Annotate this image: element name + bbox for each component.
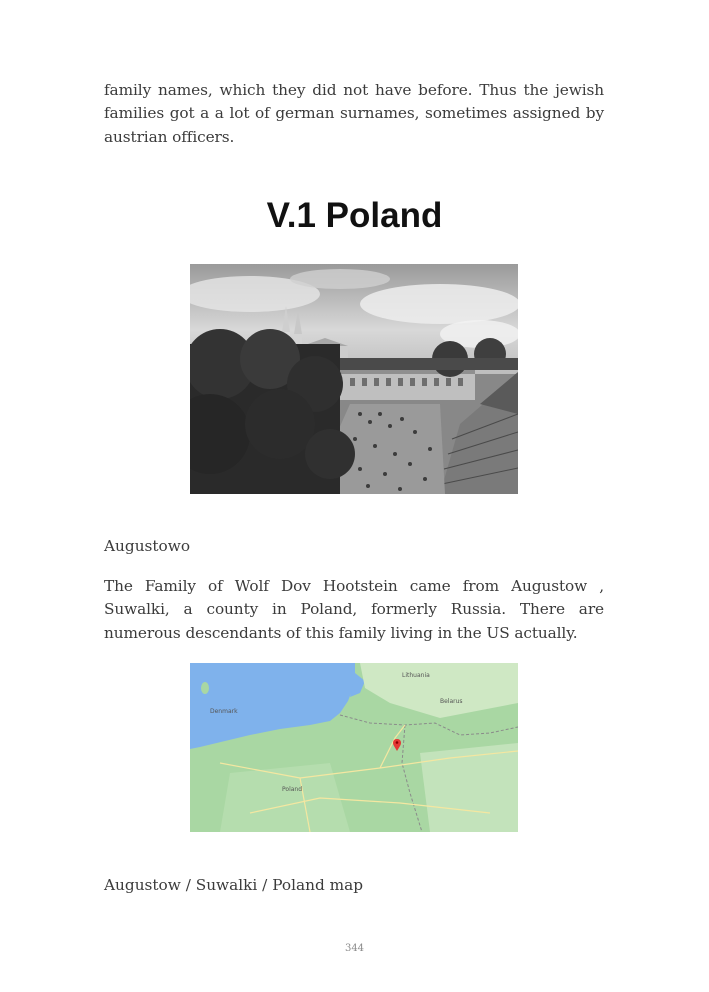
svg-text:Belarus: Belarus (440, 698, 463, 705)
svg-text:Denmark: Denmark (210, 708, 238, 715)
poland-map (190, 663, 518, 832)
intro-paragraph: family names, which they did not have before. Thus the jewish families got a a lot of german surnames, sometimes assigned by austrian officers. (104, 81, 604, 146)
map-caption: Augustow / Suwalki / Poland map (104, 876, 364, 894)
family-paragraph: The Family of Wolf Dov Hootstein came from Augustow , Suwalki, a county in Poland, formerly Russia. There are numerous descendants of this family living in the US actually. (104, 577, 604, 642)
section-heading: V.1 Poland (266, 196, 443, 235)
photo-caption: Augustowo (104, 537, 191, 555)
historic-town-photo (190, 264, 518, 494)
svg-text:Poland: Poland (282, 786, 303, 793)
page-number: 344 (344, 943, 365, 954)
svg-text:Lithuania: Lithuania (402, 672, 430, 679)
